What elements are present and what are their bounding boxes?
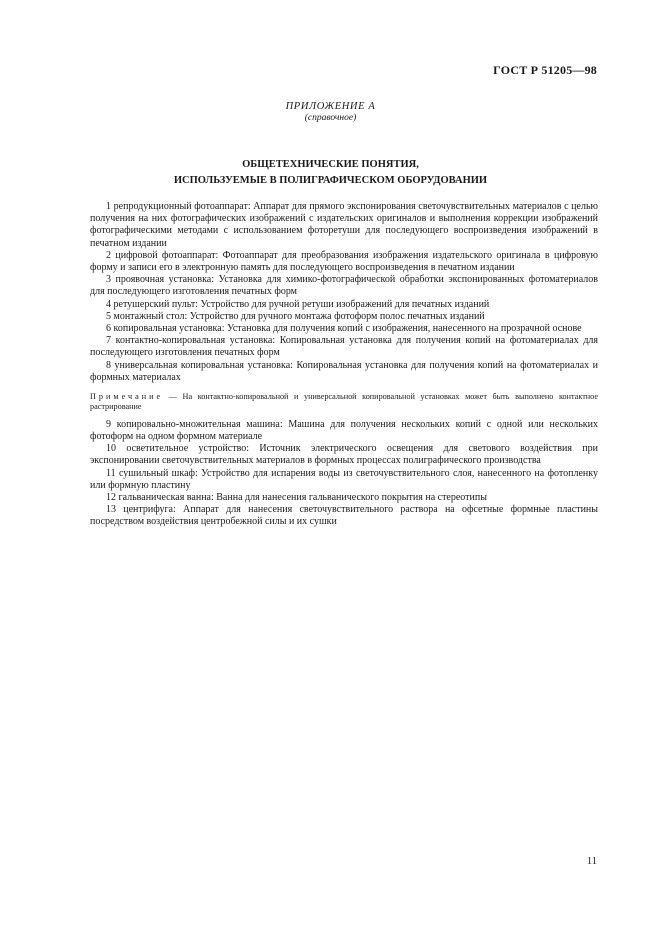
term-entry-12: 12 гальваническая ванна: Ванна для нанесения гальванического покрытия на стереотипы [106,492,487,504]
term-entry-3: 3 проявочная установка: Установка для химико-фотографической обработки экспонированных фотоматериалов для последующего изготовления печатных форм [90,274,598,298]
term-entry-11: 11 сушильный шкаф: Устройство для испарения воды из светочувствительного слоя, нанесенного на фотопленку или формную пластину [90,467,598,491]
section-heading [0,157,661,189]
term-entry-10: 10 осветительное устройство: Источник электрического освещения для светового воздействия при экспонировании светочувствительных материалов в формных процессах полиграфического производства [90,443,598,467]
term-entry-2: 2 цифровой фотоаппарат: Фотоаппарат для преобразования изображения издательского оригинала в цифровую форму и записи его в электронную память для последующего воспроизведения в печатном издании [90,249,598,274]
note [90,392,598,413]
term-entry-13: 13 центрифуга: Аппарат для нанесения светочувствительного раствора на офсетные формные пластины посредством воздействия центробежной силы и их сушки [90,504,598,528]
document-code: ГОСТ Р 51205—98 [493,63,597,77]
appendix-subtitle: (справочное) [304,113,357,123]
section-heading-line-1: ОБЩЕТЕХНИЧЕСКИЕ ПОНЯТИЯ, [242,159,419,170]
term-entry-6: 6 копировальная установка: Установка для получения копий с изображения, нанесенного на прозрачной основе [106,323,582,335]
term-entry-7: 7 контактно-копировальная установка: Копировальная установка для получения копий на фотоматериалах для последующего изготовления печатных форм [90,335,598,359]
term-entry-5: 5 монтажный стол: Устройство для ручного монтажа фотоформ полос печатных изданий [106,310,485,322]
term-entry-4: 4 ретушерский пульт: Устройство для ручной ретуши изображений для печатных изданий [106,298,490,310]
appendix-title: ПРИЛОЖЕНИЕ А [285,101,376,112]
section-heading-line-2: ИСПОЛЬЗУЕМЫЕ В ПОЛИГРАФИЧЕСКОМ ОБОРУДОВАНИИ [173,175,488,186]
note-label: Примечание [90,392,164,402]
term-entry-1: 1 репродукционный фотоаппарат: Аппарат для прямого экспонирования светочувствительных материалов с целью получения на них фотографических изображений с издательских оригиналов и выполнения коррекции изображений фотографическими методами с использованием фоторетуши для последующего воспроизведения изображений в печатном издании [90,201,598,249]
term-entry-9: 9 копировально-множительная машина: Машина для получения нескольких копий с одной или нескольких фотоформ на одном формном материале [90,418,598,443]
term-entry-8: 8 универсальная копировальная установка: Копировальная установка для получения копий на фотоматериалах и формных материалах [90,359,598,383]
terms-list [90,201,598,529]
note-text: — На контактно-копировальной и универсальной копировальной установках может быть выполнено контактное растрирование [90,392,598,412]
page-number: 11 [586,856,597,867]
